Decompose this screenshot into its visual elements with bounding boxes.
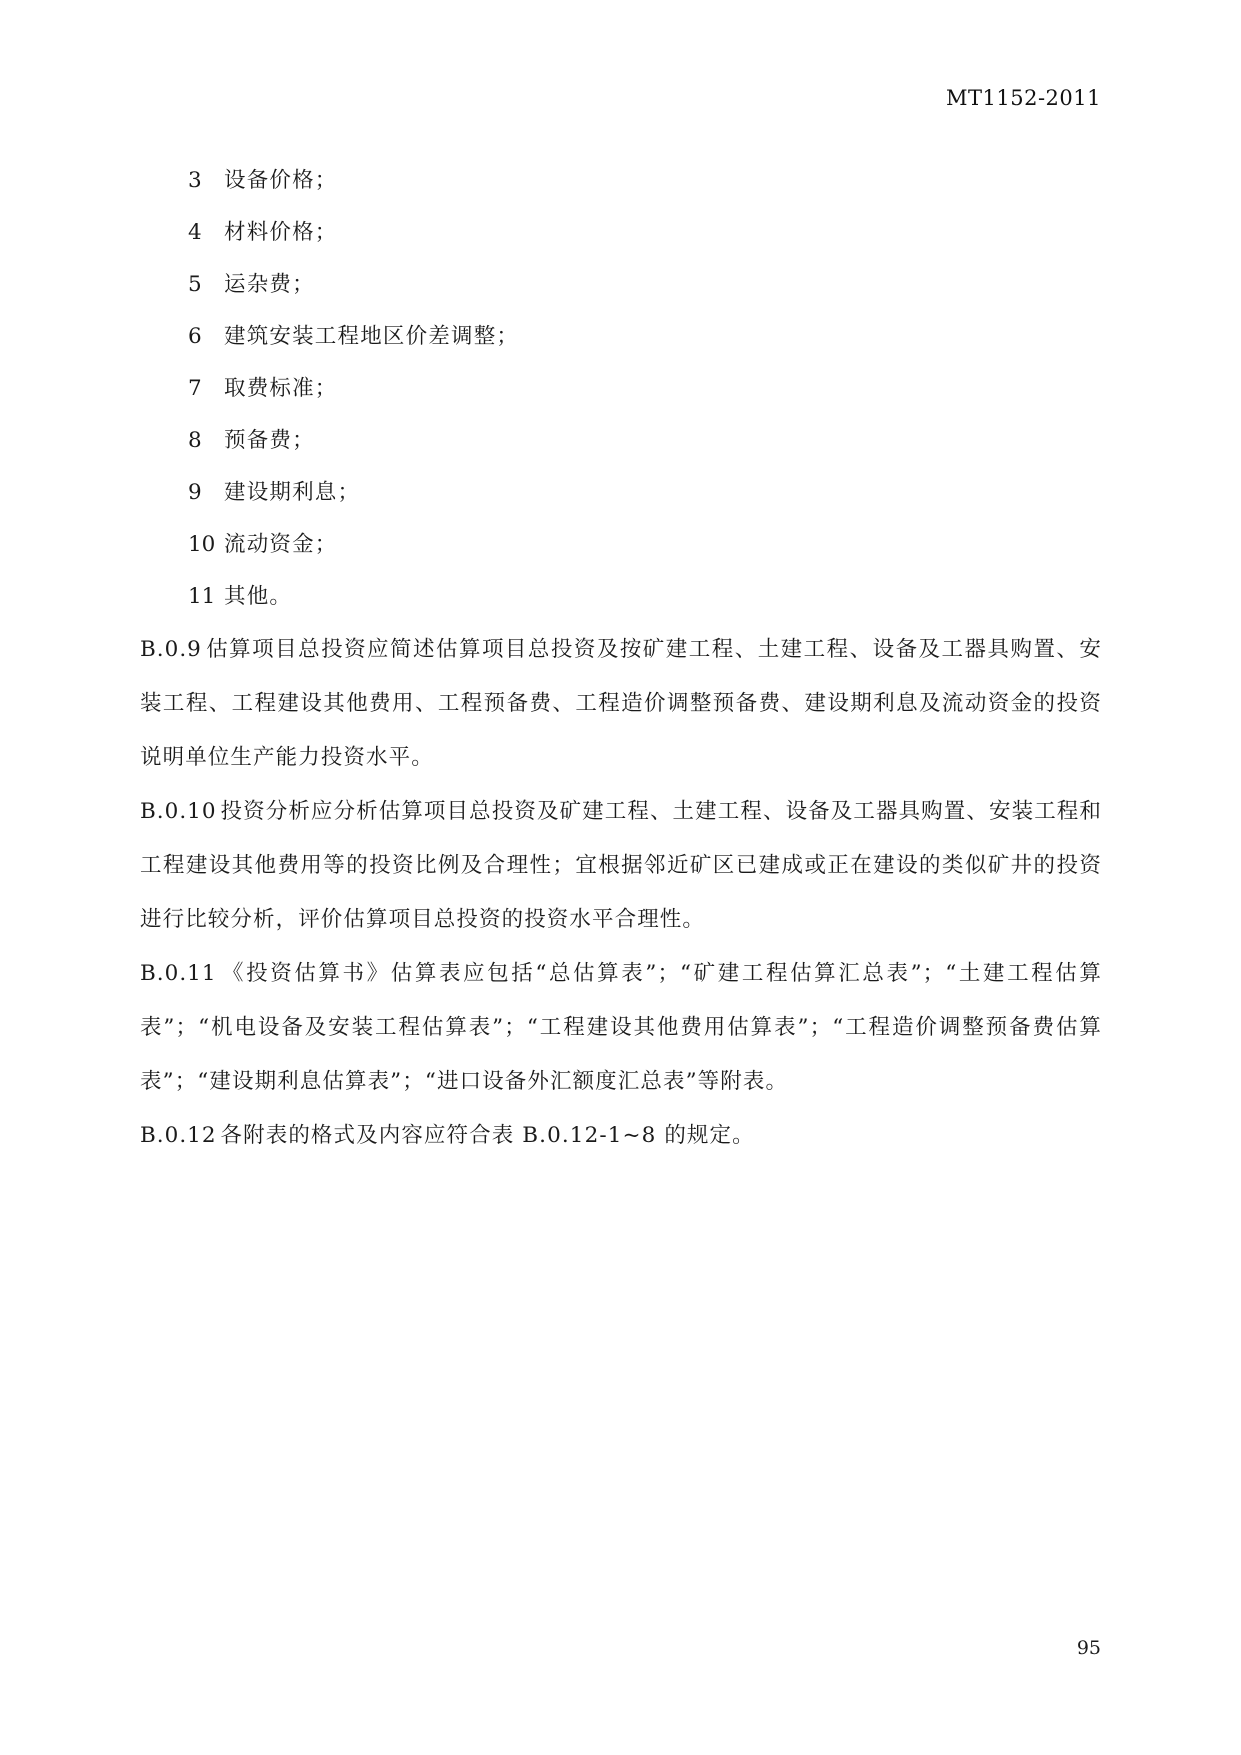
list-item-number: 7 <box>188 376 202 401</box>
list-item <box>140 467 1102 519</box>
list-item-label: 其他。 <box>224 584 293 609</box>
clause-paragraph <box>140 947 1102 1109</box>
clause-number: B.0.11 <box>140 961 217 986</box>
clause-number: B.0.10 <box>140 799 217 824</box>
list-item-label: 预备费； <box>224 428 315 453</box>
page-content <box>140 155 1102 1163</box>
list-item <box>140 363 1102 415</box>
list-item <box>140 415 1102 467</box>
list-item <box>140 155 1102 207</box>
list-item <box>140 311 1102 363</box>
list-item-label: 流动资金； <box>224 532 338 557</box>
clause-text: 投资分析应分析估算项目总投资及矿建工程、土建工程、设备及工器具购置、安装工程和工程建设其他费用等的投资比例及合理性；宜根据邻近矿区已建成或正在建设的类似矿井的投资进行比较分析，评价估算项目总投资的投资水平合理性。 <box>140 799 1102 932</box>
list-item-label: 取费标准； <box>224 376 338 401</box>
list-item <box>140 571 1102 623</box>
clause-number: B.0.9 <box>140 637 202 662</box>
clause-paragraph <box>140 785 1102 947</box>
list-item-number: 4 <box>188 220 202 245</box>
list-item-label: 建设期利息； <box>224 480 361 505</box>
list-item-label: 材料价格； <box>224 220 338 245</box>
page-header-standard-code: MT1152-2011 <box>946 86 1101 110</box>
numbered-list <box>140 155 1102 623</box>
clause-paragraph <box>140 623 1102 785</box>
list-item-label: 建筑安装工程地区价差调整； <box>224 324 520 349</box>
list-item-number: 3 <box>188 168 202 193</box>
list-item <box>140 519 1102 571</box>
clause-text: 估算项目总投资应简述估算项目总投资及按矿建工程、土建工程、设备及工器具购置、安装工程、工程建设其他费用、工程预备费、工程造价调整预备费、建设期利息及流动资金的投资说明单位生产能力投资水平。 <box>140 637 1102 770</box>
list-item <box>140 259 1102 311</box>
clause-number: B.0.12 <box>140 1123 217 1148</box>
list-item-number: 11 <box>188 584 216 609</box>
list-item-label: 运杂费； <box>224 272 315 297</box>
list-item-number: 6 <box>188 324 202 349</box>
clause-paragraph <box>140 1109 1102 1163</box>
list-item-number: 5 <box>188 272 202 297</box>
clause-text: 《投资估算书》估算表应包括“总估算表”；“矿建工程估算汇总表”；“土建工程估算表”；“机电设备及安装工程估算表”；“工程建设其他费用估算表”；“工程造价调整预备费估算表”；“建设期利息估算表”；“进口设备外汇额度汇总表”等附表。 <box>140 961 1102 1094</box>
page-number: 95 <box>1076 1637 1101 1659</box>
clause-text: 各附表的格式及内容应符合表 B.0.12-1~8 的规定。 <box>220 1123 755 1148</box>
list-item-number: 8 <box>188 428 202 453</box>
list-item-number: 9 <box>188 480 202 505</box>
list-item-number: 10 <box>188 532 216 557</box>
list-item-label: 设备价格； <box>224 168 338 193</box>
list-item <box>140 207 1102 259</box>
